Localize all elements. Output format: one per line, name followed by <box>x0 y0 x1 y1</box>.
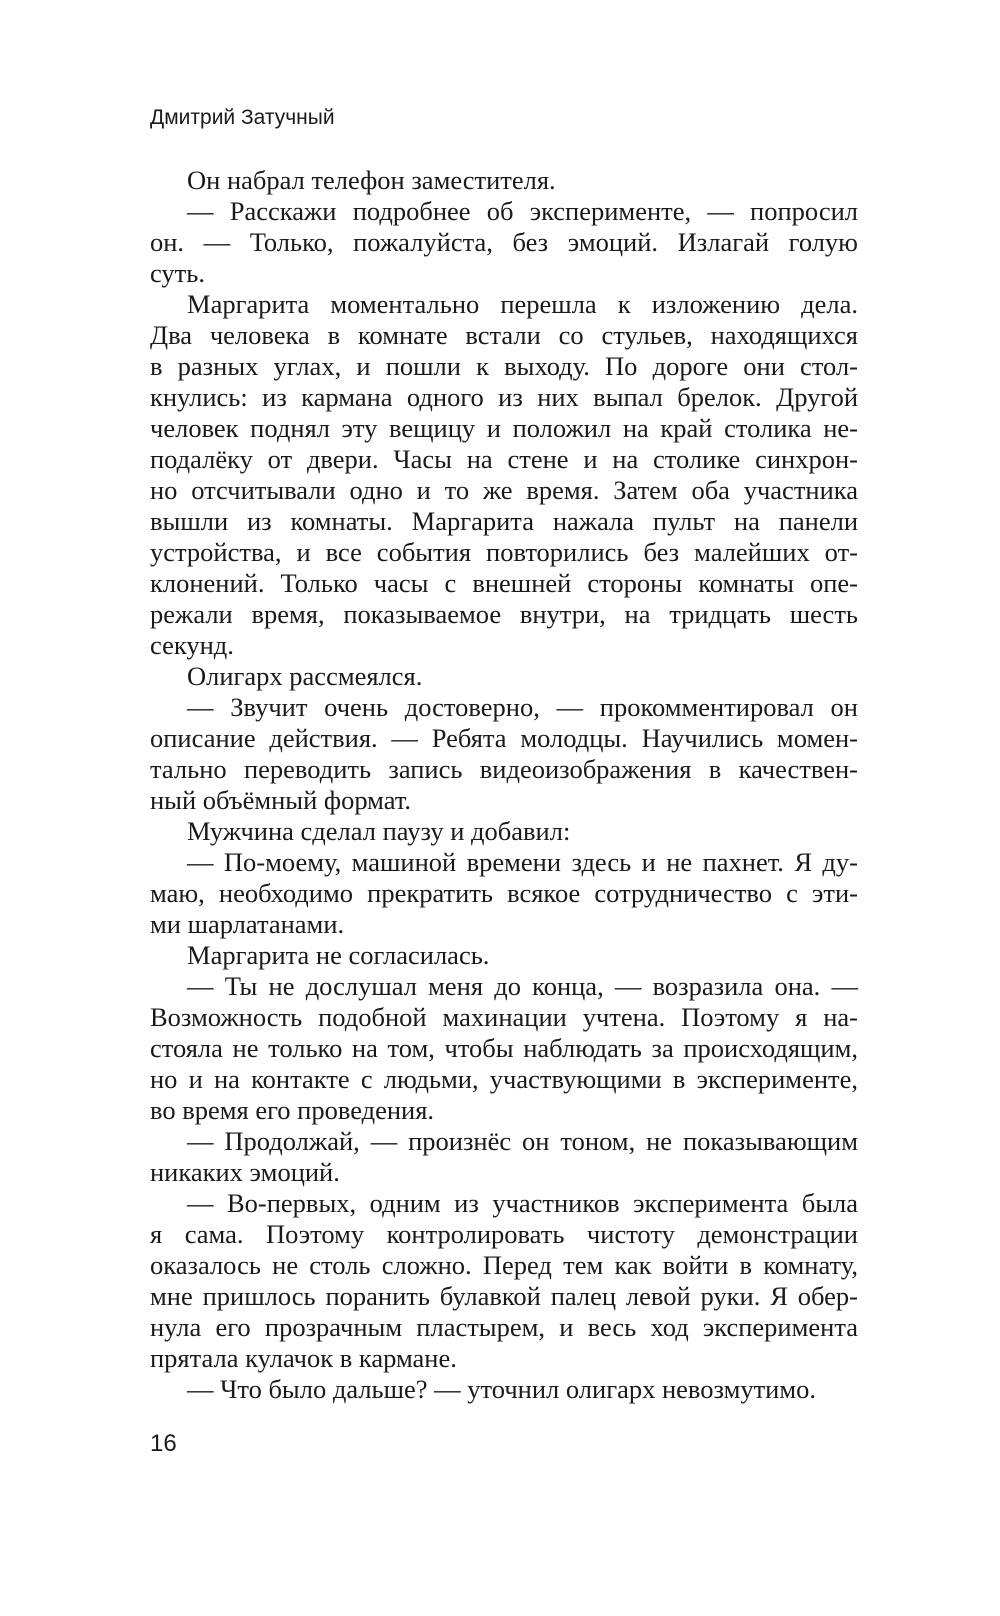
text-line: Маргарита не согласилась. <box>187 940 490 970</box>
text-line: — Продолжай, — произнёс он тоном, не показывающим <box>187 1126 858 1156</box>
text-line: никаких эмоций. <box>150 1157 340 1187</box>
text-line: человек поднял эту вещицу и положил на край столика не- <box>150 413 858 443</box>
text-line: режали время, показываемое внутри, на тридцать шесть <box>150 599 858 629</box>
text-line: стояла не только на том, чтобы наблюдать за происходящим, <box>150 1033 858 1063</box>
text-line: — Расскажи подробнее об эксперименте, — попросил <box>187 196 858 226</box>
text-line: кнулись: из кармана одного из них выпал брелок. Другой <box>150 382 858 412</box>
text-line: мне пришлось поранить булавкой палец левой руки. Я обер- <box>150 1281 858 1311</box>
text-line: — По-моему, машиной времени здесь и не пахнет. Я ду- <box>187 847 858 877</box>
text-line: — Ты не дослушал меня до конца, — возразила она. — <box>187 971 858 1001</box>
text-line: подалёку от двери. Часы на стене и на столике синхрон- <box>150 444 858 474</box>
text-line: в разных углах, и пошли к выходу. По дороге они стол- <box>150 351 858 381</box>
running-header-author: Дмитрий Затучный <box>150 106 335 129</box>
text-line: суть. <box>150 258 205 288</box>
text-line: Маргарита моментально перешла к изложению дела. <box>187 289 858 319</box>
text-line: но отсчитывали одно и то же время. Затем оба участника <box>150 475 858 505</box>
text-line: Мужчина сделал паузу и добавил: <box>187 816 571 846</box>
text-line: секунд. <box>150 630 234 660</box>
text-line: ный объёмный формат. <box>150 785 412 815</box>
text-line: во время его проведения. <box>150 1095 435 1125</box>
text-line: клонений. Только часы с внешней стороны комнаты опе- <box>150 568 858 598</box>
text-line: описание действия. — Ребята молодцы. Научились момен- <box>150 723 858 753</box>
text-line: — Звучит очень достоверно, — прокомментировал он <box>187 692 858 722</box>
text-line: вышли из комнаты. Маргарита нажала пульт на панели <box>150 506 858 536</box>
text-line: я сама. Поэтому контролировать чистоту демонстрации <box>150 1219 858 1249</box>
text-line: устройства, и все события повторились без малейших от- <box>150 537 858 567</box>
body-text <box>150 165 858 1405</box>
text-line: он. — Только, пожалуйста, без эмоций. Излагай голую <box>150 227 858 257</box>
text-line: но и на контакте с людьми, участвующими в эксперименте, <box>150 1064 858 1094</box>
text-line: ми шарлатанами. <box>150 909 345 939</box>
text-line: — Что было дальше? — уточнил олигарх невозмутимо. <box>187 1374 816 1404</box>
page-number: 16 <box>150 1430 177 1457</box>
text-line: — Во-первых, одним из участников эксперимента была <box>187 1188 858 1218</box>
text-line: нула его прозрачным пластырем, и весь ход эксперимента <box>150 1312 858 1342</box>
text-line: Возможность подобной махинации учтена. Поэтому я на- <box>150 1002 858 1032</box>
text-line: Два человека в комнате встали со стульев, находящихся <box>150 320 858 350</box>
text-line: Олигарх рассмеялся. <box>187 661 423 691</box>
text-line: оказалось не столь сложно. Перед тем как войти в комнату, <box>150 1250 858 1280</box>
text-line: прятала кулачок в кармане. <box>150 1343 457 1373</box>
text-line: Он набрал телефон заместителя. <box>187 165 556 195</box>
text-line: тально переводить запись видеоизображения в качествен- <box>150 754 858 784</box>
text-line: маю, необходимо прекратить всякое сотрудничество с эти- <box>150 878 858 908</box>
